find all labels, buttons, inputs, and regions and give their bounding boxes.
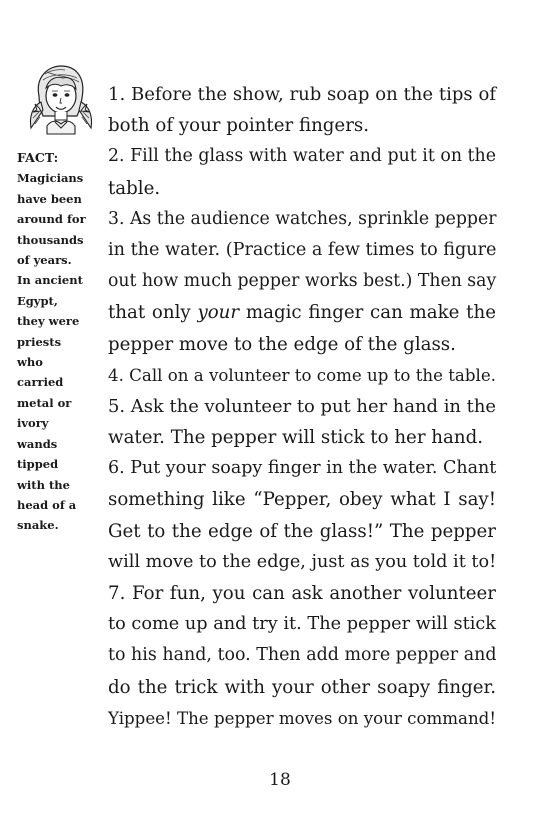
fact-text-line: In ancient bbox=[17, 273, 83, 288]
step-6-line: Get to the edge of the glass!” The pepper bbox=[108, 520, 496, 542]
fact-text-line: priests bbox=[17, 334, 62, 349]
fact-text-line: snake. bbox=[17, 518, 59, 533]
fact-text-line: ivory bbox=[17, 416, 49, 431]
emphasized-word: your bbox=[197, 302, 240, 324]
fact-text-line: with the bbox=[17, 477, 70, 492]
fact-text-line: head of a bbox=[17, 497, 77, 512]
fact-text-line: tipped bbox=[17, 457, 59, 472]
step-2-line: 2. Fill the glass with water and put it on the bbox=[108, 146, 496, 167]
step-6-line: 6. Put your soapy finger in the water. Chant bbox=[108, 458, 497, 479]
step-3-text-segment: magic finger can make the bbox=[245, 302, 496, 324]
step-3-line: in the water. (Practice a few times to figure bbox=[108, 239, 497, 260]
fact-text-line: metal or bbox=[17, 395, 72, 410]
fact-heading: FACT: bbox=[17, 150, 59, 165]
step-3-line: pepper move to the edge of the glass. bbox=[108, 333, 456, 355]
step-3-line: out how much pepper works best.) Then say bbox=[108, 271, 497, 292]
step-5-line: 5. Ask the volunteer to put her hand in the bbox=[108, 395, 496, 417]
fact-box bbox=[17, 148, 99, 536]
step-7-line: 7. For fun, you can ask another volunteer bbox=[108, 583, 496, 604]
fact-text-line: wands bbox=[17, 436, 58, 451]
step-7-line: Yippee! The pepper moves on your command! bbox=[108, 708, 496, 728]
fact-text-line: Magicians bbox=[17, 171, 84, 186]
step-1-line: both of your pointer fingers. bbox=[108, 115, 370, 137]
step-3-text-segment: that only bbox=[108, 302, 191, 324]
step-4-line: 4. Call on a volunteer to come up to the table. bbox=[108, 365, 496, 385]
fact-text-line: who bbox=[17, 355, 43, 370]
step-7-line: do the trick with your other soapy finger. bbox=[108, 676, 496, 698]
fact-text-line: carried bbox=[17, 375, 64, 390]
step-6-line: something like “Pepper, obey what I say! bbox=[108, 489, 496, 511]
fact-text-line: thousands bbox=[17, 232, 84, 247]
fact-sidebar bbox=[17, 62, 99, 536]
step-2-line: table. bbox=[108, 177, 161, 199]
fact-text-line: they were bbox=[17, 314, 80, 329]
girl-illustration-icon bbox=[25, 62, 95, 142]
fact-text-line: have been bbox=[17, 191, 82, 206]
step-6-line: will move to the edge, just as you told it to! bbox=[108, 551, 497, 572]
step-3-line bbox=[108, 297, 496, 328]
fact-text-line: around for bbox=[17, 212, 86, 227]
step-3-line: 3. As the audience watches, sprinkle pepper bbox=[108, 208, 497, 229]
step-7-line: to come up and try it. The pepper will stick bbox=[108, 614, 496, 635]
fact-text-line: Egypt, bbox=[17, 293, 58, 308]
fact-text-line: of years. bbox=[17, 253, 72, 268]
step-7-line: to his hand, too. Then add more pepper and bbox=[108, 645, 497, 666]
page-number: 18 bbox=[269, 770, 291, 790]
step-1-line: 1. Before the show, rub soap on the tips of bbox=[108, 84, 496, 105]
instructions-text bbox=[108, 79, 496, 734]
step-5-line: water. The pepper will stick to her hand. bbox=[108, 427, 483, 449]
